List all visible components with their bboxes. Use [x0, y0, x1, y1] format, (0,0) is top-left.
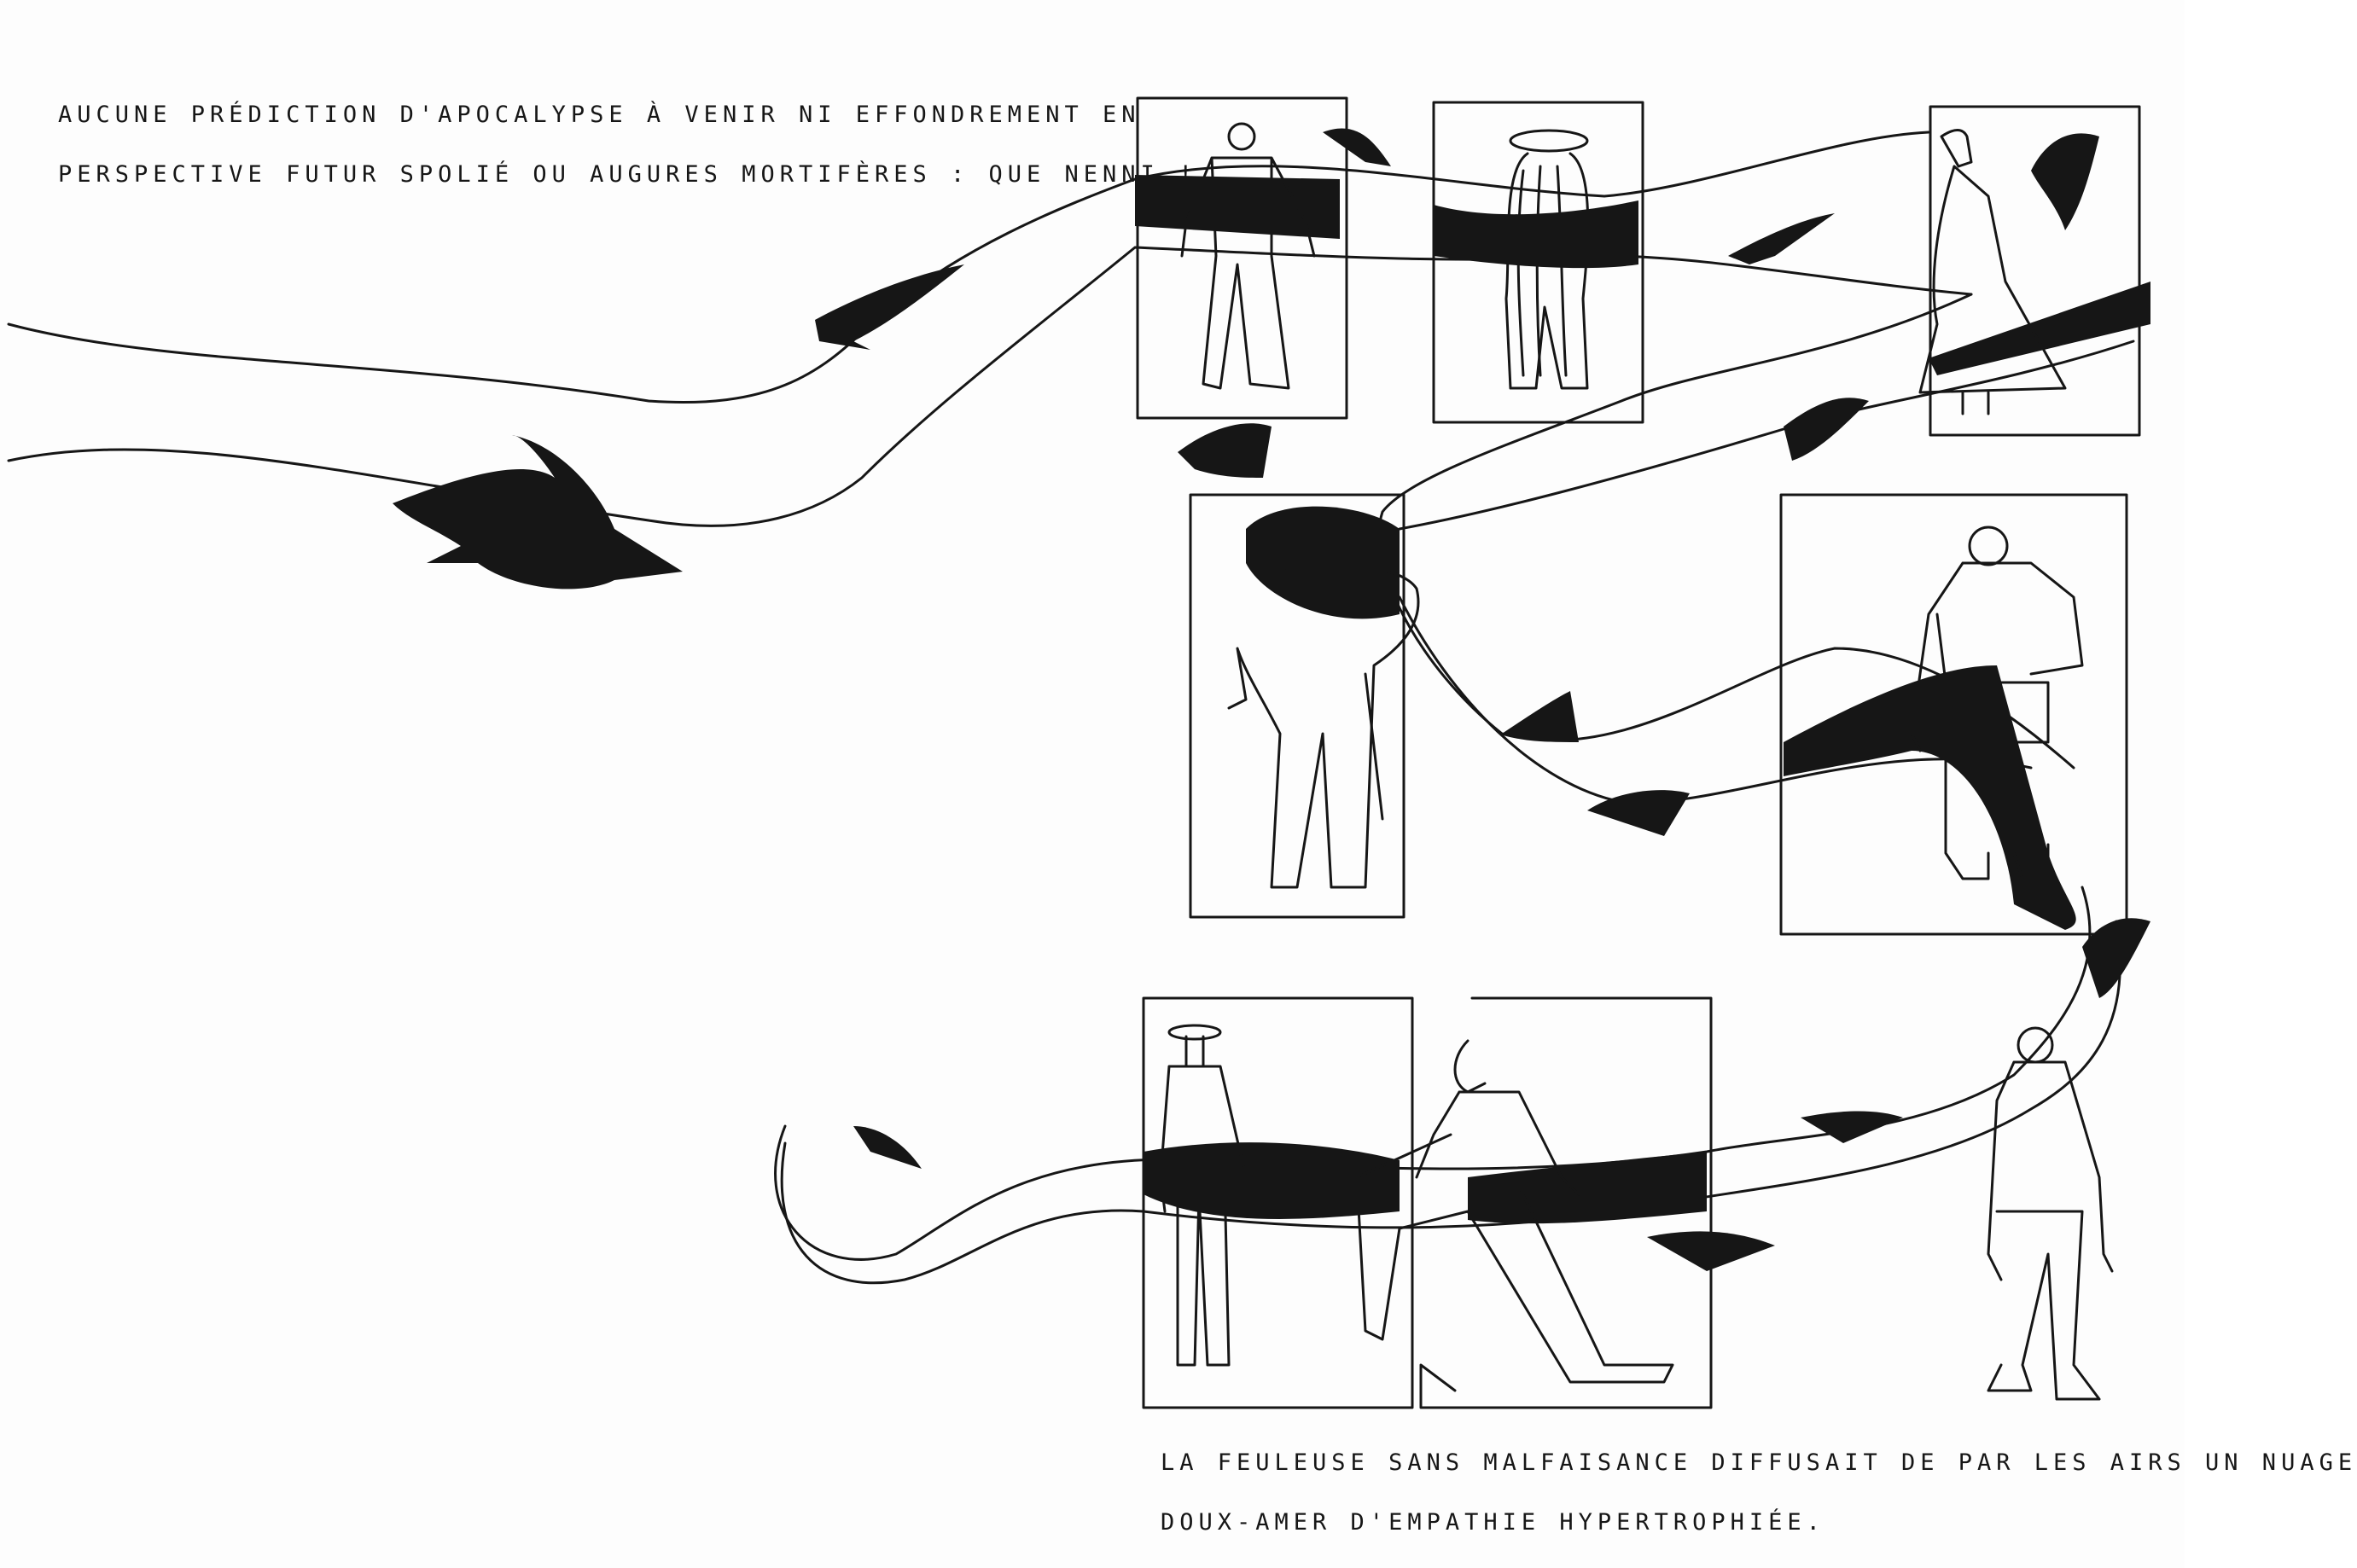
- crow-6: [1784, 398, 1869, 461]
- crow-13: [853, 1126, 922, 1169]
- crow-8: [1502, 691, 1579, 742]
- crow-12: [1647, 1231, 1775, 1271]
- crow-4: [1728, 213, 1835, 264]
- crow-5: [2031, 133, 2099, 230]
- caption-top-line-2: PERSPECTIVE FUTUR SPOLIÉ OU AUGURES MORTIFÈRES : QUE NENNI !: [58, 161, 1198, 188]
- crow-3: [1323, 129, 1391, 166]
- crow-large: [393, 435, 683, 589]
- caption-top: [58, 85, 1197, 205]
- caption-bottom-line-2: DOUX-AMER D'EMPATHIE HYPERTROPHIÉE.: [1161, 1509, 1825, 1536]
- crow-10: [2082, 918, 2150, 998]
- caption-top-line-1: AUCUNE PRÉDICTION D'APOCALYPSE À VENIR NI EFFONDREMENT EN: [58, 102, 1141, 128]
- caption-bottom: [1161, 1433, 2357, 1553]
- crow-2: [815, 264, 964, 350]
- crow-11: [1801, 1112, 1903, 1144]
- crow-7: [1178, 423, 1272, 478]
- caption-bottom-line-1: LA FEULEUSE SANS MALFAISANCE DIFFUSAIT DE PAR LES AIRS UN NUAGE: [1161, 1449, 2357, 1476]
- figure-8: [1988, 1028, 2112, 1399]
